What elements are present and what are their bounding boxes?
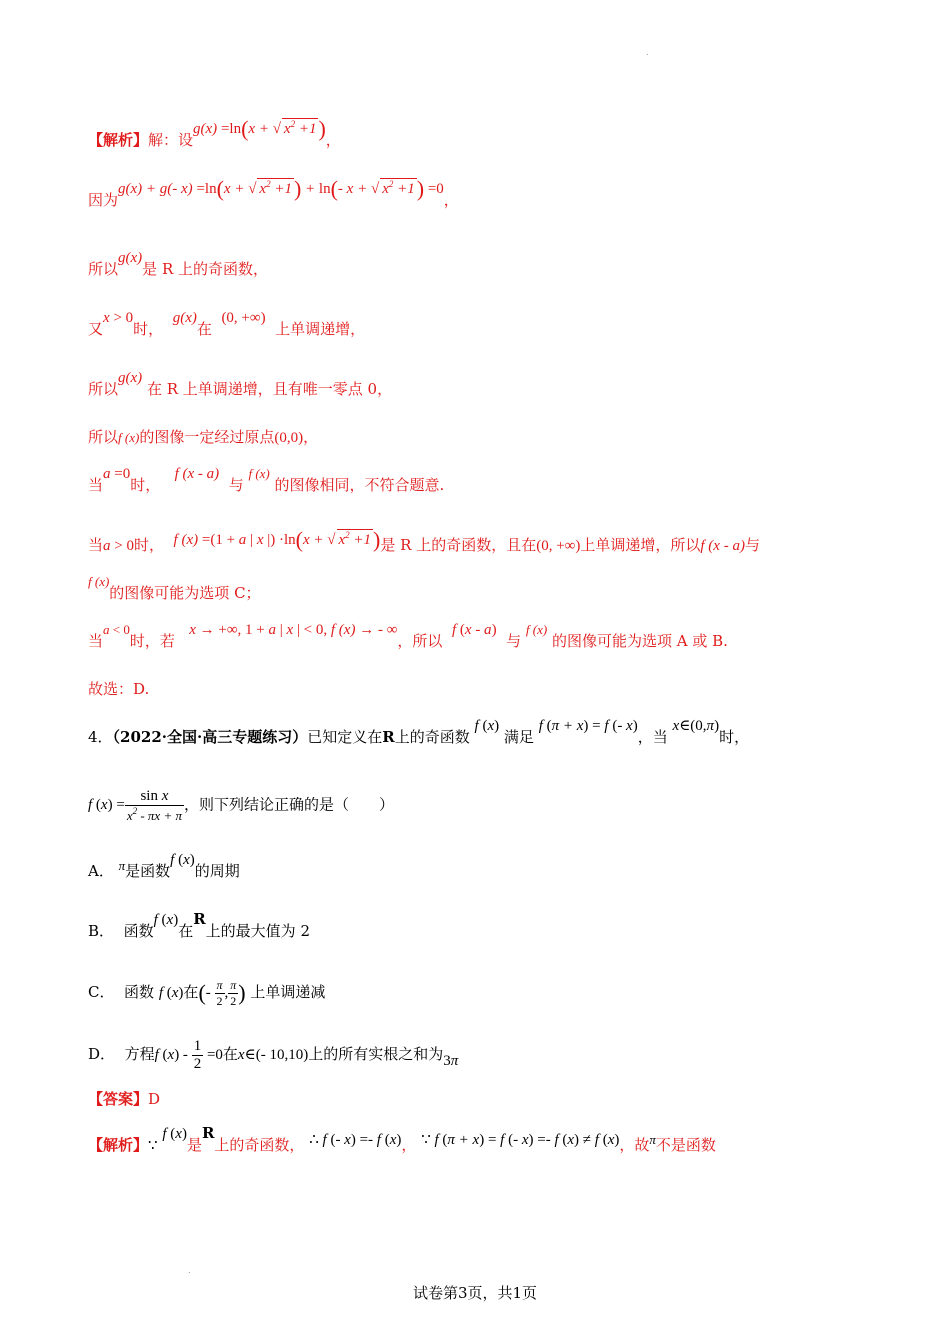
text: 方程 <box>124 1044 155 1063</box>
formula: a < 0 <box>103 622 130 637</box>
option-a <box>88 852 240 881</box>
formula: (0,0) <box>274 430 304 446</box>
text: 解：设 <box>148 131 194 149</box>
formula-R: R <box>193 910 206 928</box>
question-source: （2022·全国·高三专题练习） <box>112 728 308 746</box>
text: ，当 <box>637 728 668 746</box>
analysis-tag: 【解析】 <box>88 131 149 149</box>
text: 的图像相同，不符合题意. <box>274 476 445 494</box>
formula: f (x) <box>162 1126 187 1142</box>
formula: f (x - a) <box>700 538 745 554</box>
formula: x∈(- 10,10) <box>237 1046 309 1063</box>
text: 故选：D. <box>88 680 150 698</box>
formula: f (x) <box>88 574 110 589</box>
text: 时， <box>133 536 164 554</box>
formula: f (π + x) = f (- x) <box>538 718 638 734</box>
formula: f (x) <box>118 430 140 445</box>
formula: f (x) <box>474 718 500 734</box>
text: ，所以 <box>397 632 443 650</box>
formula: f (x) - $\frac{1}{2}$ =0 <box>154 1038 223 1072</box>
text: ， <box>303 428 319 446</box>
formula: ∴ f (- x) =- f (x) <box>309 1132 402 1148</box>
text: 上的奇函数， <box>214 1136 305 1154</box>
text: 时，若 <box>129 632 175 650</box>
solution-line-11 <box>88 678 149 699</box>
option-label: A． <box>88 862 114 880</box>
text: 不是函数 <box>655 1136 716 1154</box>
text: ，故 <box>619 1136 650 1154</box>
text: 又 <box>88 320 104 338</box>
text: ， <box>401 1136 417 1154</box>
formula: f (x) <box>170 852 195 868</box>
formula: x > 0 <box>103 310 134 326</box>
decorative-dot: . <box>646 48 649 57</box>
text: ， <box>325 131 341 149</box>
q4-analysis-line <box>88 1124 716 1155</box>
solution-line-2 <box>88 176 459 214</box>
text: 与 <box>744 536 760 554</box>
formula: (0, +∞) <box>536 538 581 554</box>
text: 当 <box>88 632 104 650</box>
formula: f (x - a) <box>174 466 220 482</box>
formula: 3π <box>443 1052 459 1069</box>
solution-line-9 <box>88 574 261 603</box>
solution-line-8 <box>88 527 760 559</box>
question-number: 4． <box>88 728 113 746</box>
formula-R: R <box>382 728 395 746</box>
formula-interval: (- $\frac{\pi}{2}$ , $\frac{\pi}{2}$ ) <box>198 978 246 1008</box>
analysis-tag: 【解析】 <box>88 1136 149 1154</box>
formula: ∵ f (π + x) = f (- x) =- f (x) ≠ f (x) <box>421 1132 620 1148</box>
text: 函数 <box>124 982 155 1001</box>
text: ， <box>443 191 459 209</box>
text: 上单调递减 <box>250 982 326 1001</box>
text: 的图像可能为选项 C； <box>109 584 261 602</box>
text: 时， <box>133 320 164 338</box>
solution-line-5 <box>88 370 393 399</box>
formula: π <box>118 858 126 873</box>
formula-interval: (0, +∞) <box>221 310 266 326</box>
formula: x∈(0,π) <box>672 718 720 734</box>
option-c <box>88 978 325 1009</box>
decorative-dot: . <box>188 1266 191 1275</box>
option-b <box>88 910 310 941</box>
question-4-definition <box>88 788 394 824</box>
formula-f-fraction: f (x) = $\frac{\text{sin x}}{x^2 - \pi x + \pi}$ <box>88 788 182 823</box>
text: 上的所有实根之和为 <box>308 1044 444 1063</box>
formula: a > 0 <box>103 538 134 554</box>
text: 在 <box>183 982 199 1001</box>
answer-value: D <box>148 1090 161 1108</box>
text: 在 <box>222 1044 238 1063</box>
page-footer: 试卷第3页，共1页 <box>412 1284 538 1302</box>
text: 时， <box>130 476 161 494</box>
text: 当 <box>88 536 104 554</box>
text: 上的最大值为 2 <box>205 922 310 940</box>
solution-line-10 <box>88 622 728 651</box>
option-label: C． <box>88 982 115 1001</box>
answer-line <box>88 1088 160 1109</box>
text: 的图像一定经过原点 <box>139 428 275 446</box>
formula-g-sum: g(x) + g(- x) =ln(x + √ $x^2 +1) + \ln(-$ x + √ $x^2 +1) =0$ <box>118 176 444 201</box>
formula: a =0 <box>103 466 131 482</box>
text: 已知定义在 <box>307 728 383 746</box>
formula: g(x) <box>172 310 197 326</box>
text: 函数 <box>123 922 154 940</box>
text: 在 <box>196 320 212 338</box>
question-4-stem <box>88 718 750 747</box>
text: 的周期 <box>194 862 240 880</box>
text: 所以 <box>88 260 119 278</box>
text: 因为 <box>88 191 119 209</box>
formula-limit: x → +∞, 1 + a | x | < 0, f (x) → - ∞ <box>189 622 398 638</box>
formula-g-def: g(x) =ln(x + √ $x^2 +1$) <box>193 116 326 141</box>
text: 是 <box>186 1136 202 1154</box>
text: 的图像可能为选项 A 或 B. <box>551 632 728 650</box>
formula-R: R <box>201 1124 215 1142</box>
text: 上单调递增， <box>275 320 366 338</box>
formula: f (x - a) <box>451 622 497 638</box>
text: 当 <box>88 476 104 494</box>
formula: g(x) <box>118 250 143 266</box>
solution-line-7 <box>88 466 445 495</box>
solution-line-6 <box>88 426 318 447</box>
text: 满足 <box>503 728 534 746</box>
text: 是 R 上的奇函数，且在 <box>380 536 537 554</box>
formula: π <box>649 1132 656 1147</box>
solution-line-4 <box>88 310 366 339</box>
option-label: B． <box>88 922 115 940</box>
text: 与 <box>228 476 244 494</box>
option-label: D． <box>88 1044 116 1063</box>
text: 所以 <box>88 380 119 398</box>
formula: f (x) <box>158 984 184 1001</box>
formula: g(x) <box>118 370 143 386</box>
because-symbol: ∵ <box>148 1136 158 1154</box>
text: 是函数 <box>125 862 171 880</box>
text: 上的奇函数 <box>394 728 470 746</box>
text: ，则下列结论正确的是（ ） <box>184 795 395 814</box>
option-d <box>88 1038 458 1073</box>
text: 与 <box>506 632 522 650</box>
text: 时， <box>719 728 750 746</box>
formula: f (x) <box>525 622 548 637</box>
formula-f-def: f (x) =(1 + a | x |) ·ln(x + √ $x^2 +1$) <box>173 527 381 552</box>
text: 所以 <box>88 428 119 446</box>
formula: f (x) <box>248 466 270 481</box>
answer-tag: 【答案】 <box>88 1090 149 1108</box>
solution-line-3 <box>88 250 269 279</box>
text: 在 <box>178 922 194 940</box>
solution-line-1 <box>88 116 341 154</box>
text: 是 R 上的奇函数， <box>142 260 269 278</box>
text: 上单调递增，所以 <box>580 536 701 554</box>
formula: f (x) <box>153 912 179 928</box>
text: 在 R 上单调递增，且有唯一零点 0， <box>146 380 393 398</box>
